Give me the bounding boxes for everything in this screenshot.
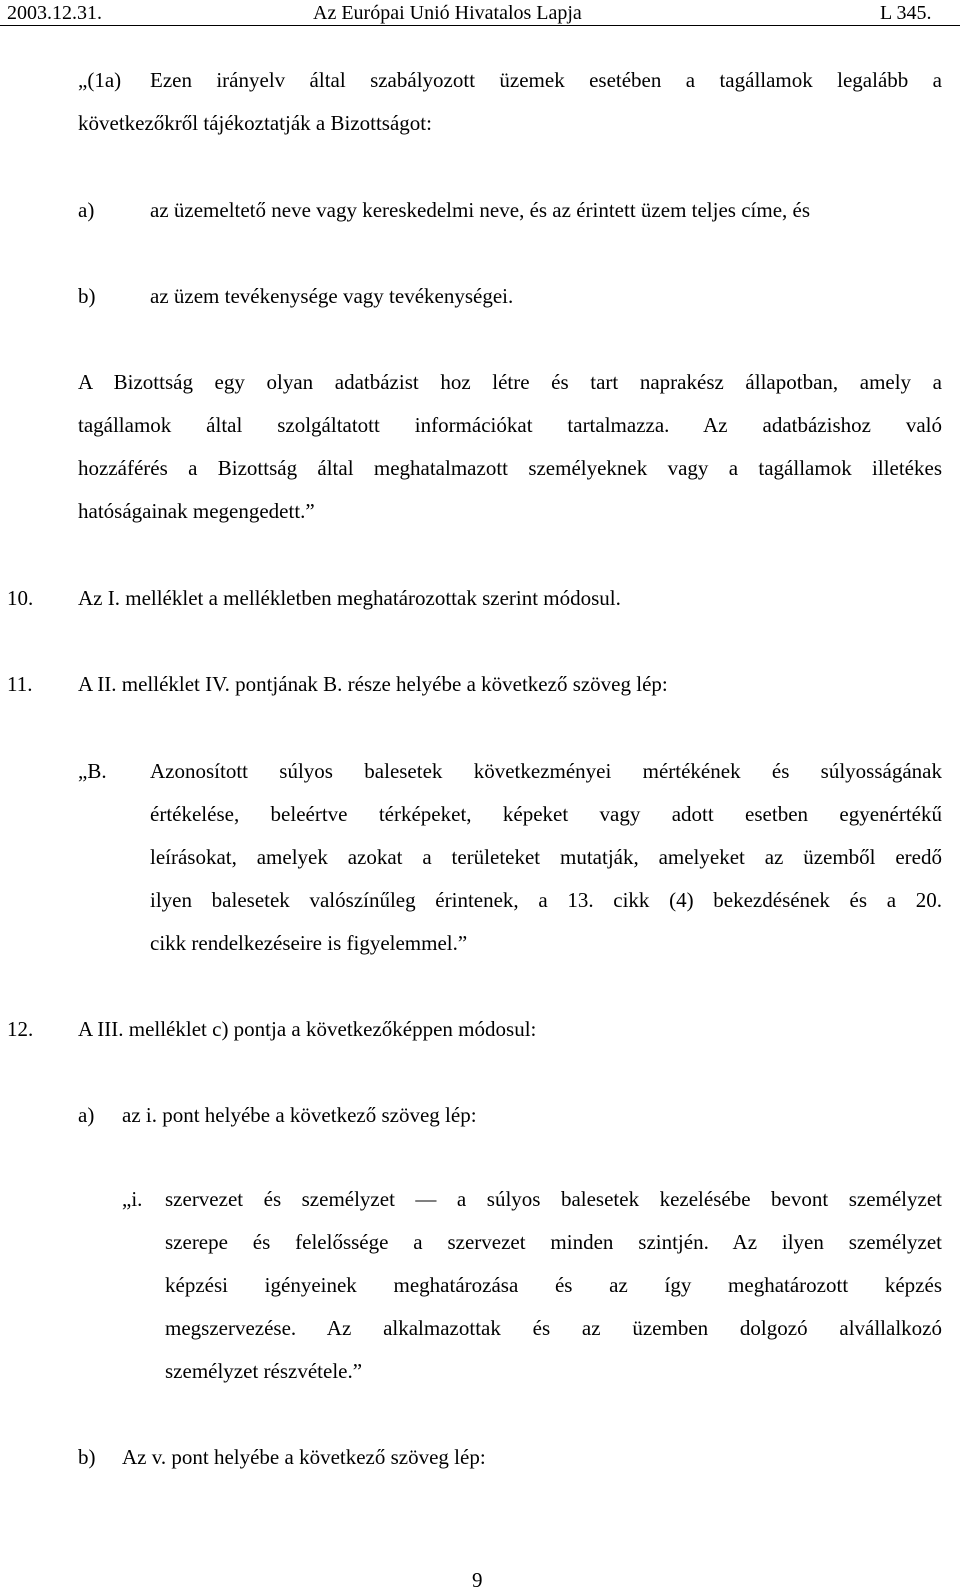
point-i-line4: megszervezése. Az alkalmazottak és az üzemben dolgozó alvállalkozó [165, 1316, 942, 1340]
para-database-line3: hozzáférés a Bizottság által meghatalmazott személyeknek vagy a tagállamok illetékes [78, 456, 942, 480]
item-12b-label: b) [78, 1445, 96, 1469]
header-date: 2003.12.31. [7, 2, 102, 24]
para-1a-line1: Ezen irányelv által szabályozott üzemek esetében a tagállamok legalább a [150, 68, 942, 92]
section-b-line4: ilyen balesetek valószínűleg érintenek, a 13. cikk (4) bekezdésének és a 20. [150, 888, 942, 912]
point-i-line3: képzési igényeinek meghatározása és az így meghatározott képzés [165, 1273, 942, 1297]
para-database-line4: hatóságainak megengedett.” [78, 499, 315, 523]
para-1a-line2: következőkről tájékoztatják a Bizottságot: [78, 111, 432, 135]
section-b-line1: Azonosított súlyos balesetek következményei mértékének és súlyosságának [150, 759, 942, 783]
section-b-label: „B. [78, 759, 107, 783]
point-i-label: „i. [122, 1187, 143, 1211]
header-rule [0, 25, 960, 26]
item-12a-label: a) [78, 1103, 95, 1127]
list-1a-a-text: az üzemeltető neve vagy kereskedelmi neve, és az érintett üzem teljes címe, és [150, 198, 811, 222]
item-10-text: Az I. melléklet a mellékletben meghatározottak szerint módosul. [78, 586, 621, 610]
item-12-number: 12. [7, 1017, 34, 1041]
point-i-line2: szerepe és felelőssége a szervezet minden szintjén. Az ilyen személyzet [165, 1230, 942, 1254]
item-12-text: A III. melléklet c) pontja a következőképpen módosul: [78, 1017, 537, 1041]
header-journal-title: Az Európai Unió Hivatalos Lapja [313, 2, 582, 24]
item-12b-text: Az v. pont helyébe a következő szöveg lép: [122, 1445, 486, 1469]
item-11-number: 11. [7, 672, 33, 696]
section-b-line3: leírásokat, amelyek azokat a területeket mutatják, amelyeket az üzemből eredő [150, 845, 942, 869]
header-page-ref: L 345. [880, 2, 932, 24]
para-1a-label: „(1a) [78, 68, 122, 92]
section-b-line5: cikk rendelkezéseire is figyelemmel.” [150, 931, 468, 955]
para-database-line1: A Bizottság egy olyan adatbázist hoz létre és tart naprakész állapotban, amely a [78, 370, 942, 394]
list-1a-b-label: b) [78, 284, 96, 308]
page-number: 9 [472, 1568, 483, 1592]
point-i-line5: személyzet részvétele.” [165, 1359, 363, 1383]
para-database-line2: tagállamok által szolgáltatott információkat tartalmazza. Az adatbázishoz való [78, 413, 942, 437]
list-1a-a-label: a) [78, 198, 95, 222]
point-i-line1: szervezet és személyzet — a súlyos balesetek kezelésébe bevont személyzet [165, 1187, 942, 1211]
item-11-text: A II. melléklet IV. pontjának B. része helyébe a következő szöveg lép: [78, 672, 668, 696]
item-10-number: 10. [7, 586, 34, 610]
item-12a-text: az i. pont helyébe a következő szöveg lép: [122, 1103, 477, 1127]
section-b-line2: értékelése, beleértve térképeket, képeket vagy adott esetben egyenértékű [150, 802, 942, 826]
list-1a-b-text: az üzem tevékenysége vagy tevékenységei. [150, 284, 514, 308]
